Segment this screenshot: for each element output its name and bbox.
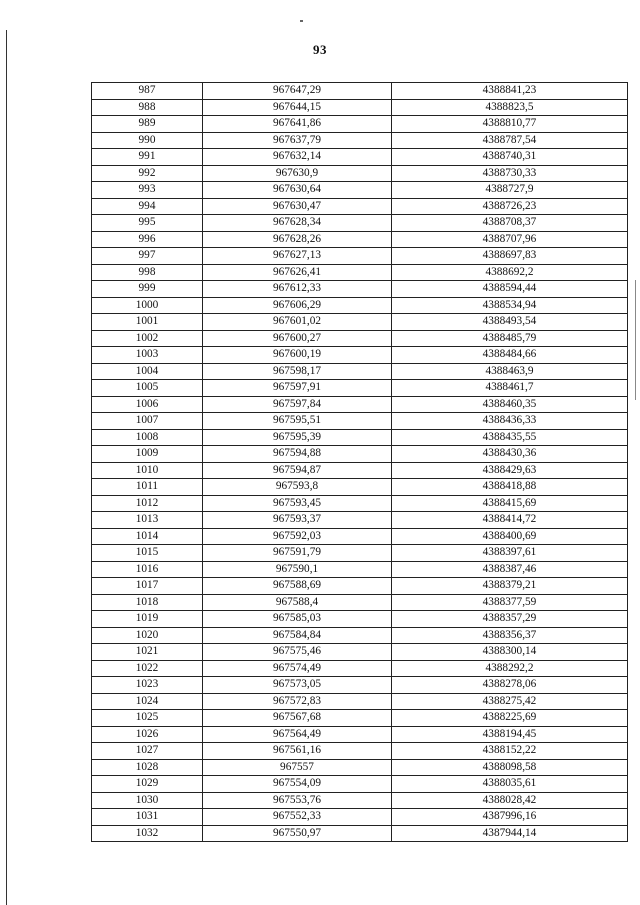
y-coordinate-cell: 4388436,33 [392, 413, 628, 430]
table-row [92, 627, 628, 644]
y-coordinate-cell: 4388377,59 [392, 594, 628, 611]
x-coordinate-cell: 967567,68 [203, 710, 392, 727]
point-number-cell: 1013 [92, 512, 203, 529]
y-coordinate-cell: 4388379,21 [392, 578, 628, 595]
x-coordinate-cell: 967593,37 [203, 512, 392, 529]
x-coordinate-cell: 967593,45 [203, 495, 392, 512]
point-number-cell: 1019 [92, 611, 203, 628]
x-coordinate-cell: 967550,97 [203, 825, 392, 842]
point-number-cell: 993 [92, 182, 203, 199]
y-coordinate-cell: 4388418,88 [392, 479, 628, 496]
table-row [92, 281, 628, 298]
x-coordinate-cell: 967594,87 [203, 462, 392, 479]
y-coordinate-cell: 4388225,69 [392, 710, 628, 727]
x-coordinate-cell: 967561,16 [203, 743, 392, 760]
point-number-cell: 988 [92, 99, 203, 116]
x-coordinate-cell: 967628,34 [203, 215, 392, 232]
point-number-cell: 1024 [92, 693, 203, 710]
point-number-cell: 1008 [92, 429, 203, 446]
table-row [92, 347, 628, 364]
y-coordinate-cell: 4387944,14 [392, 825, 628, 842]
table-row [92, 314, 628, 331]
x-coordinate-cell: 967553,76 [203, 792, 392, 809]
y-coordinate-cell: 4388707,96 [392, 231, 628, 248]
point-number-cell: 1000 [92, 297, 203, 314]
table-row [92, 545, 628, 562]
x-coordinate-cell: 967601,02 [203, 314, 392, 331]
point-number-cell: 1015 [92, 545, 203, 562]
table-row [92, 561, 628, 578]
point-number-cell: 1014 [92, 528, 203, 545]
point-number-cell: 1001 [92, 314, 203, 331]
x-coordinate-cell: 967597,84 [203, 396, 392, 413]
table-row [92, 165, 628, 182]
point-number-cell: 1031 [92, 809, 203, 826]
table-row [92, 776, 628, 793]
x-coordinate-cell: 967630,64 [203, 182, 392, 199]
point-number-cell: 1005 [92, 380, 203, 397]
table-row [92, 248, 628, 265]
point-number-cell: 1004 [92, 363, 203, 380]
y-coordinate-cell: 4388292,2 [392, 660, 628, 677]
point-number-cell: 1017 [92, 578, 203, 595]
x-coordinate-cell: 967552,33 [203, 809, 392, 826]
y-coordinate-cell: 4388028,42 [392, 792, 628, 809]
y-coordinate-cell: 4388485,79 [392, 330, 628, 347]
x-coordinate-cell: 967598,17 [203, 363, 392, 380]
table-row [92, 660, 628, 677]
y-coordinate-cell: 4388727,9 [392, 182, 628, 199]
x-coordinate-cell: 967590,1 [203, 561, 392, 578]
y-coordinate-cell: 4388415,69 [392, 495, 628, 512]
point-number-cell: 1016 [92, 561, 203, 578]
point-number-cell: 1002 [92, 330, 203, 347]
table-row [92, 116, 628, 133]
y-coordinate-cell: 4388035,61 [392, 776, 628, 793]
y-coordinate-cell: 4388414,72 [392, 512, 628, 529]
table-row [92, 231, 628, 248]
table-row [92, 132, 628, 149]
point-number-cell: 1030 [92, 792, 203, 809]
y-coordinate-cell: 4388278,06 [392, 677, 628, 694]
y-coordinate-cell: 4388730,33 [392, 165, 628, 182]
x-coordinate-cell: 967595,39 [203, 429, 392, 446]
table-row [92, 528, 628, 545]
table-row [92, 809, 628, 826]
point-number-cell: 1025 [92, 710, 203, 727]
x-coordinate-cell: 967588,69 [203, 578, 392, 595]
point-number-cell: 996 [92, 231, 203, 248]
table-row [92, 644, 628, 661]
table-row [92, 693, 628, 710]
x-coordinate-cell: 967612,33 [203, 281, 392, 298]
y-coordinate-cell: 4388708,37 [392, 215, 628, 232]
coordinates-table [91, 82, 628, 842]
x-coordinate-cell: 967597,91 [203, 380, 392, 397]
y-coordinate-cell: 4388493,54 [392, 314, 628, 331]
point-number-cell: 1020 [92, 627, 203, 644]
y-coordinate-cell: 4388387,46 [392, 561, 628, 578]
x-coordinate-cell: 967584,84 [203, 627, 392, 644]
x-coordinate-cell: 967574,49 [203, 660, 392, 677]
point-number-cell: 991 [92, 149, 203, 166]
y-coordinate-cell: 4387996,16 [392, 809, 628, 826]
y-coordinate-cell: 4388194,45 [392, 726, 628, 743]
y-coordinate-cell: 4388692,2 [392, 264, 628, 281]
x-coordinate-cell: 967630,47 [203, 198, 392, 215]
point-number-cell: 994 [92, 198, 203, 215]
x-coordinate-cell: 967628,26 [203, 231, 392, 248]
point-number-cell: 998 [92, 264, 203, 281]
point-number-cell: 997 [92, 248, 203, 265]
x-coordinate-cell: 967594,88 [203, 446, 392, 463]
x-coordinate-cell: 967557 [203, 759, 392, 776]
table-row [92, 363, 628, 380]
x-coordinate-cell: 967591,79 [203, 545, 392, 562]
y-coordinate-cell: 4388152,22 [392, 743, 628, 760]
point-number-cell: 1022 [92, 660, 203, 677]
table-row [92, 429, 628, 446]
table-row [92, 149, 628, 166]
table-row [92, 446, 628, 463]
y-coordinate-cell: 4388098,58 [392, 759, 628, 776]
page-number: 93 [313, 42, 327, 57]
x-coordinate-cell: 967573,05 [203, 677, 392, 694]
point-number-cell: 1029 [92, 776, 203, 793]
y-coordinate-cell: 4388594,44 [392, 281, 628, 298]
table-row [92, 198, 628, 215]
x-coordinate-cell: 967554,09 [203, 776, 392, 793]
y-coordinate-cell: 4388435,55 [392, 429, 628, 446]
point-number-cell: 1006 [92, 396, 203, 413]
x-coordinate-cell: 967592,03 [203, 528, 392, 545]
point-number-cell: 1011 [92, 479, 203, 496]
y-coordinate-cell: 4388275,42 [392, 693, 628, 710]
scan-speck [300, 20, 303, 22]
table-row [92, 825, 628, 842]
point-number-cell: 1007 [92, 413, 203, 430]
table-row [92, 792, 628, 809]
y-coordinate-cell: 4388810,77 [392, 116, 628, 133]
y-coordinate-cell: 4388461,7 [392, 380, 628, 397]
y-coordinate-cell: 4388740,31 [392, 149, 628, 166]
point-number-cell: 1021 [92, 644, 203, 661]
coordinates-table-body [92, 83, 628, 842]
table-row [92, 215, 628, 232]
table-row [92, 512, 628, 529]
table-row [92, 413, 628, 430]
x-coordinate-cell: 967593,8 [203, 479, 392, 496]
table-row [92, 677, 628, 694]
point-number-cell: 1012 [92, 495, 203, 512]
point-number-cell: 1026 [92, 726, 203, 743]
x-coordinate-cell: 967595,51 [203, 413, 392, 430]
y-coordinate-cell: 4388357,29 [392, 611, 628, 628]
y-coordinate-cell: 4388397,61 [392, 545, 628, 562]
table-row [92, 99, 628, 116]
x-coordinate-cell: 967644,15 [203, 99, 392, 116]
y-coordinate-cell: 4388787,54 [392, 132, 628, 149]
table-row [92, 726, 628, 743]
y-coordinate-cell: 4388356,37 [392, 627, 628, 644]
point-number-cell: 1027 [92, 743, 203, 760]
x-coordinate-cell: 967647,29 [203, 83, 392, 100]
table-row [92, 495, 628, 512]
y-coordinate-cell: 4388534,94 [392, 297, 628, 314]
table-row [92, 297, 628, 314]
point-number-cell: 1018 [92, 594, 203, 611]
point-number-cell: 1003 [92, 347, 203, 364]
point-number-cell: 987 [92, 83, 203, 100]
x-coordinate-cell: 967626,41 [203, 264, 392, 281]
x-coordinate-cell: 967632,14 [203, 149, 392, 166]
y-coordinate-cell: 4388429,63 [392, 462, 628, 479]
point-number-cell: 1010 [92, 462, 203, 479]
table-row [92, 264, 628, 281]
point-number-cell: 989 [92, 116, 203, 133]
table-row [92, 710, 628, 727]
point-number-cell: 990 [92, 132, 203, 149]
x-coordinate-cell: 967575,46 [203, 644, 392, 661]
table-row [92, 83, 628, 100]
y-coordinate-cell: 4388823,5 [392, 99, 628, 116]
y-coordinate-cell: 4388400,69 [392, 528, 628, 545]
point-number-cell: 1028 [92, 759, 203, 776]
scan-right-edge-line [635, 280, 636, 400]
table-row [92, 330, 628, 347]
y-coordinate-cell: 4388463,9 [392, 363, 628, 380]
y-coordinate-cell: 4388430,36 [392, 446, 628, 463]
x-coordinate-cell: 967588,4 [203, 594, 392, 611]
table-row [92, 611, 628, 628]
x-coordinate-cell: 967572,83 [203, 693, 392, 710]
point-number-cell: 995 [92, 215, 203, 232]
table-row [92, 578, 628, 595]
x-coordinate-cell: 967564,49 [203, 726, 392, 743]
table-row [92, 380, 628, 397]
x-coordinate-cell: 967600,19 [203, 347, 392, 364]
point-number-cell: 1032 [92, 825, 203, 842]
x-coordinate-cell: 967637,79 [203, 132, 392, 149]
table-row [92, 594, 628, 611]
x-coordinate-cell: 967641,86 [203, 116, 392, 133]
x-coordinate-cell: 967600,27 [203, 330, 392, 347]
y-coordinate-cell: 4388726,23 [392, 198, 628, 215]
table-row [92, 462, 628, 479]
point-number-cell: 992 [92, 165, 203, 182]
table-row [92, 396, 628, 413]
x-coordinate-cell: 967627,13 [203, 248, 392, 265]
table-row [92, 479, 628, 496]
x-coordinate-cell: 967606,29 [203, 297, 392, 314]
table-row [92, 182, 628, 199]
table-row [92, 759, 628, 776]
y-coordinate-cell: 4388300,14 [392, 644, 628, 661]
point-number-cell: 1023 [92, 677, 203, 694]
y-coordinate-cell: 4388697,83 [392, 248, 628, 265]
x-coordinate-cell: 967630,9 [203, 165, 392, 182]
y-coordinate-cell: 4388484,66 [392, 347, 628, 364]
scan-left-edge-line [6, 30, 7, 905]
x-coordinate-cell: 967585,03 [203, 611, 392, 628]
y-coordinate-cell: 4388460,35 [392, 396, 628, 413]
point-number-cell: 1009 [92, 446, 203, 463]
table-row [92, 743, 628, 760]
point-number-cell: 999 [92, 281, 203, 298]
y-coordinate-cell: 4388841,23 [392, 83, 628, 100]
